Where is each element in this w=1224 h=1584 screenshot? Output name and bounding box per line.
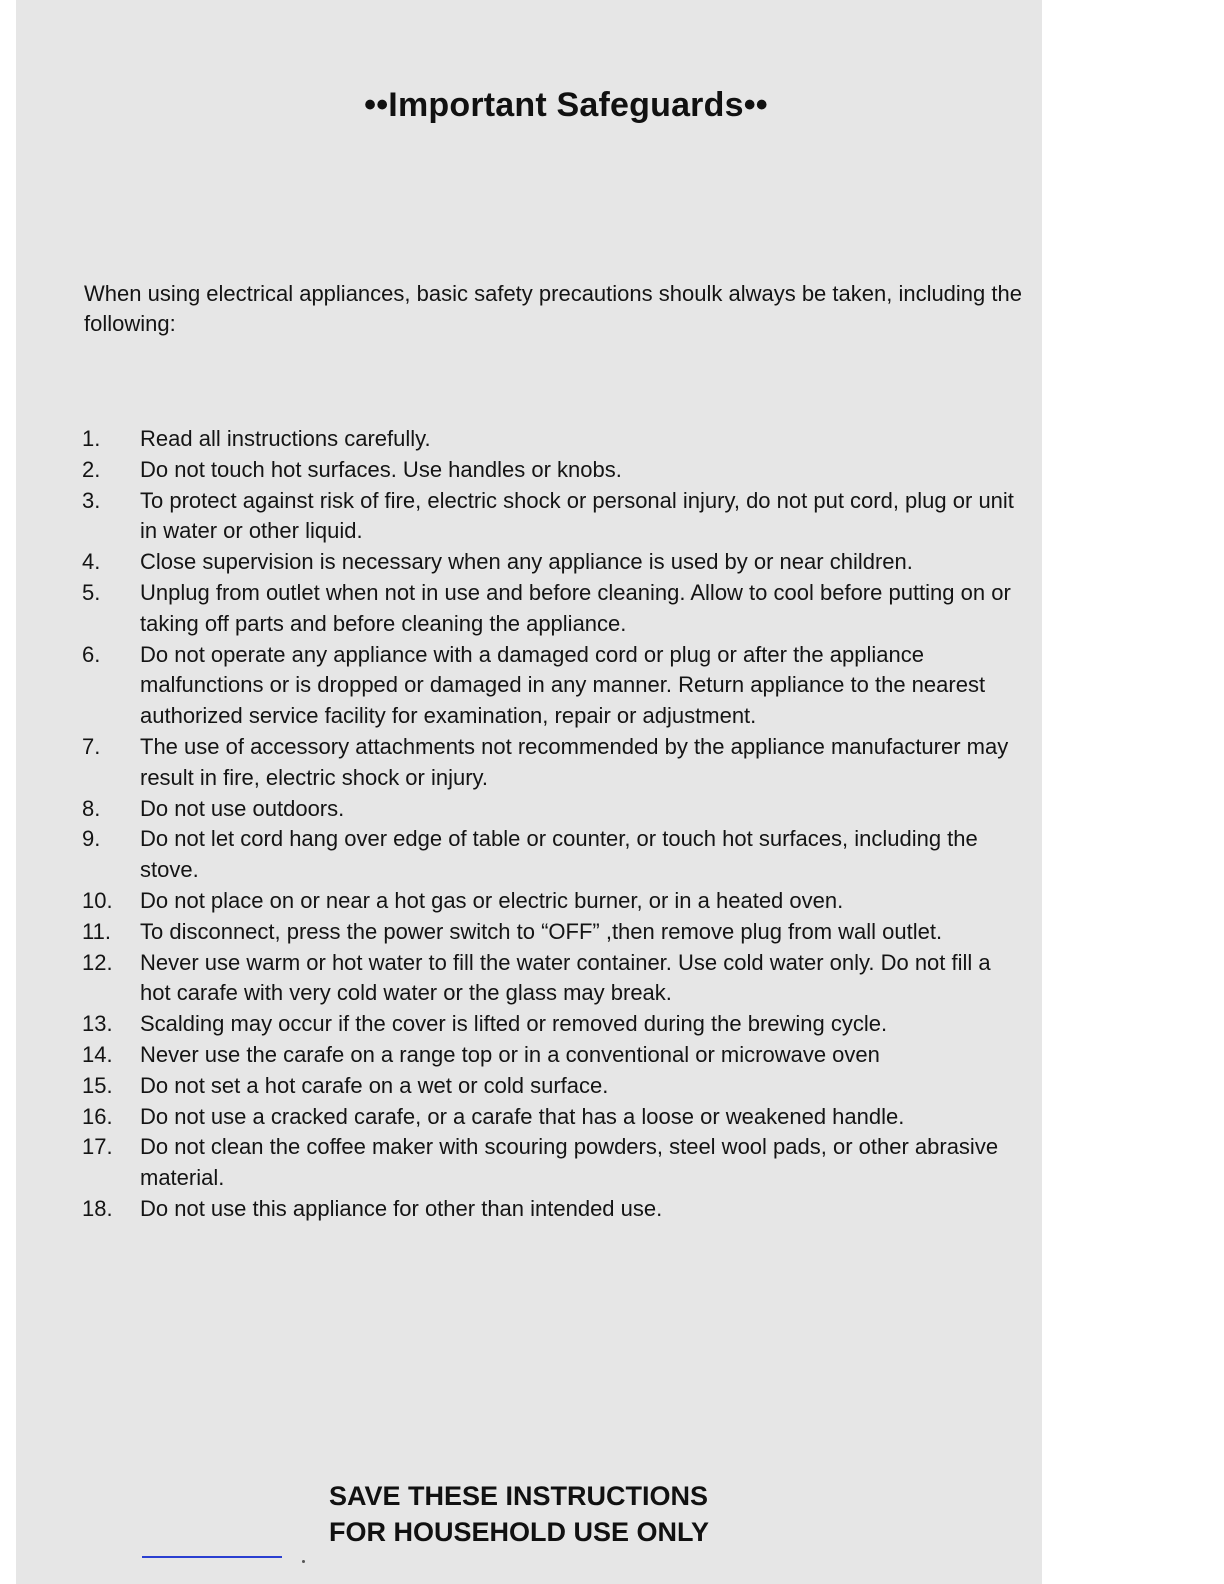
footer-line-save: SAVE THESE INSTRUCTIONS [329, 1481, 709, 1511]
item-number: 14. [82, 1041, 113, 1067]
list-item [76, 948, 1016, 1010]
page-title: ••Important Safeguards•• [364, 86, 768, 124]
item-number: 3. [82, 487, 101, 513]
list-item [76, 886, 1016, 917]
item-text: Unplug from outlet when not in use and before cleaning. Allow to cool before putting on or taking off parts and before cleaning the appliance. [140, 579, 1011, 636]
scanned-page [16, 0, 1042, 1584]
item-text: Read all instructions carefully. [140, 426, 431, 451]
item-number: 7. [82, 733, 101, 759]
list-item [76, 578, 1016, 640]
item-number: 5. [82, 579, 101, 605]
item-text: To protect against risk of fire, electric shock or personal injury, do not put cord, plug or unit in water or other liquid. [140, 487, 1014, 544]
list-item [76, 1132, 1016, 1194]
list-item [76, 547, 1016, 578]
list-item [76, 794, 1016, 825]
list-item [76, 424, 1016, 455]
list-item [76, 1194, 1016, 1225]
item-number: 18. [82, 1195, 113, 1221]
list-item [76, 824, 1016, 886]
item-text: Do not place on or near a hot gas or electric burner, or in a heated oven. [140, 887, 844, 913]
list-item [76, 917, 1016, 948]
item-text: Close supervision is necessary when any appliance is used by or near children. [140, 549, 913, 575]
item-text: Never use the carafe on a range top or in a conventional or microwave oven [140, 1041, 880, 1067]
list-item [76, 1040, 1016, 1071]
list-item [76, 455, 1016, 486]
item-number: 15. [82, 1072, 113, 1098]
item-number: 12. [82, 949, 113, 975]
item-number: 6. [82, 641, 101, 667]
item-number: 17. [82, 1134, 113, 1160]
list-item [76, 1071, 1016, 1102]
item-number: 10. [82, 887, 113, 913]
item-text: To disconnect, press the power switch to “OFF” ,then remove plug from wall outlet. [140, 918, 943, 944]
item-number: 2. [82, 456, 101, 482]
list-item [76, 1102, 1016, 1133]
item-number: 9. [82, 826, 101, 852]
scan-speck [302, 1560, 305, 1563]
list-item [76, 486, 1016, 548]
item-text: Do not clean the coffee maker with scouring powders, steel wool pads, or other abrasive material. [140, 1134, 999, 1191]
item-number: 13. [82, 1011, 113, 1037]
item-number: 1. [82, 426, 101, 451]
item-text: The use of accessory attachments not recommended by the appliance manufacturer may result in fire, electric shock or injury. [140, 733, 1009, 790]
item-text: Do not set a hot carafe on a wet or cold surface. [140, 1072, 609, 1098]
page-margin [1042, 0, 1224, 1584]
item-text: Do not let cord hang over edge of table or counter, or touch hot surfaces, including the stove. [140, 826, 978, 883]
item-text: Do not operate any appliance with a damaged cord or plug or after the appliance malfunctions or is dropped or damaged in any manner. Return appliance to the nearest authorized service facility for examination, repair or adjustment. [140, 641, 986, 729]
item-number: 4. [82, 549, 101, 575]
item-text: Do not use outdoors. [140, 795, 345, 821]
footer-rule [142, 1556, 282, 1558]
item-text: Do not use this appliance for other than intended use. [140, 1195, 663, 1221]
list-item [76, 732, 1016, 794]
item-text: Never use warm or hot water to fill the water container. Use cold water only. Do not fill a hot carafe with very cold water or the glass may break. [140, 949, 991, 1006]
intro-paragraph: When using electrical appliances, basic safety precautions shoulk always be taken, including the following: [84, 281, 1022, 336]
item-text: Scalding may occur if the cover is lifted or removed during the brewing cycle. [140, 1011, 888, 1037]
footer-line-household: FOR HOUSEHOLD USE ONLY [329, 1517, 710, 1547]
list-item [76, 640, 1016, 732]
item-text: Do not touch hot surfaces. Use handles or knobs. [140, 456, 622, 482]
item-number: 8. [82, 795, 101, 821]
item-number: 16. [82, 1103, 113, 1129]
list-item [76, 1009, 1016, 1040]
item-number: 11. [82, 918, 111, 944]
safeguards-list [76, 424, 1016, 1225]
footer-notice [329, 1478, 709, 1550]
item-text: Do not use a cracked carafe, or a carafe that has a loose or weakened handle. [140, 1103, 905, 1129]
